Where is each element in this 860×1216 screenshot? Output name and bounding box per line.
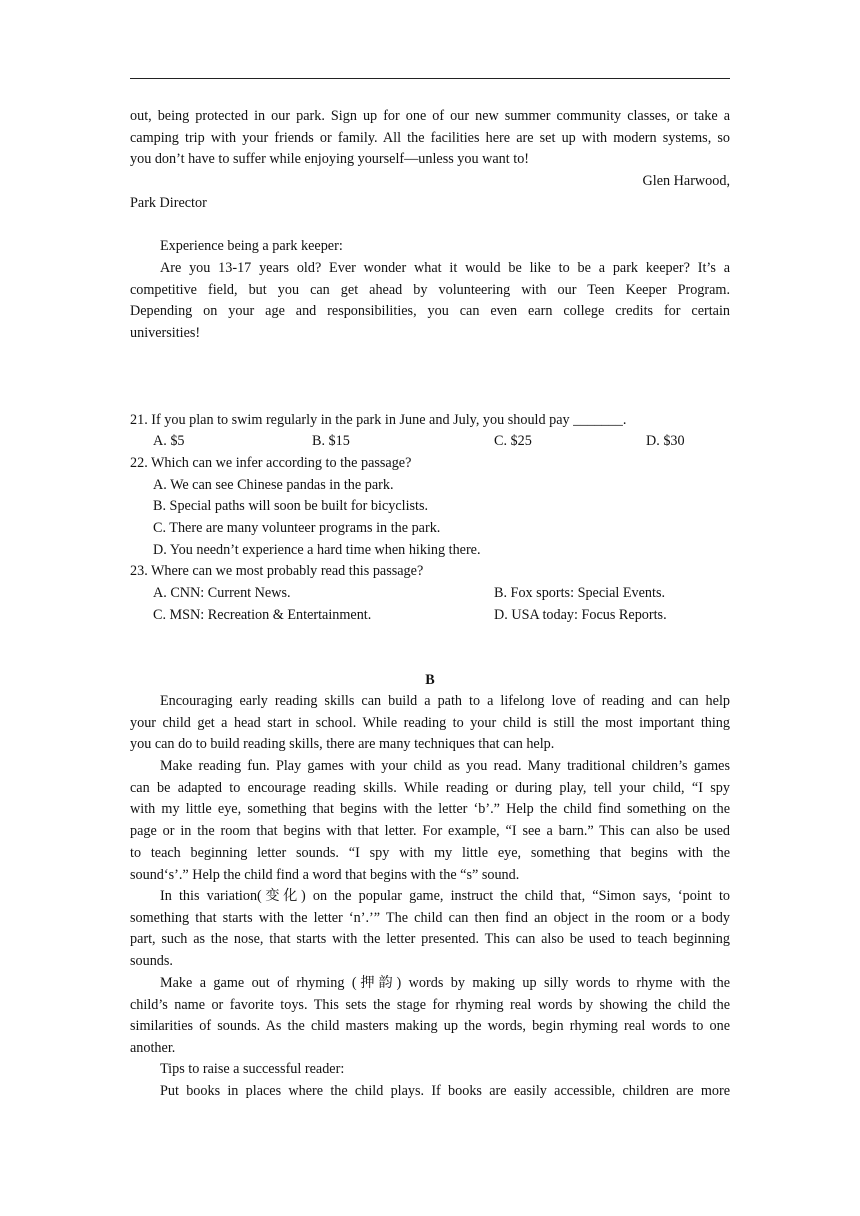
passage-b-paragraph-4 xyxy=(130,973,730,1060)
passage-b-paragraph-1 xyxy=(130,691,730,756)
passage-a-intro xyxy=(130,106,730,171)
text-line: your child get a head start in school. While reading to your child is still the most important thing xyxy=(130,714,730,731)
question-22-option-d: D. You needn’t experience a hard time when hiking there. xyxy=(153,542,481,558)
question-21-option-b: B. $15 xyxy=(312,433,350,449)
text-line: competitive field, but you can get ahead by volunteering with our Teen Keeper Program. xyxy=(130,281,730,298)
question-23-option-c: C. MSN: Recreation & Entertainment. xyxy=(153,607,372,623)
question-22-stem: 22. Which can we infer according to the passage? xyxy=(130,455,412,471)
question-22-option-b: B. Special paths will soon be built for bicyclists. xyxy=(153,498,429,514)
signature-name: Glen Harwood, xyxy=(642,173,730,189)
keeper-paragraph xyxy=(130,258,730,345)
text-line: you can do to build reading skills, there are many techniques that can help. xyxy=(130,736,555,753)
text-line: with my little eye, something that begins with the letter ‘b’.” Help the child find something on the xyxy=(130,801,730,818)
text-line: Are you 13-17 years old? Ever wonder what it would be like to be a park keeper? It’s a xyxy=(160,260,730,276)
header-rule xyxy=(130,78,730,79)
text-line: can be adapted to encourage reading skills. While reading or during play, tell your child, “I spy xyxy=(130,779,730,796)
text-line: sounds. xyxy=(130,953,173,970)
text-line: something that starts with the letter ‘n’.’” The child can then find an object in the room or a body xyxy=(130,909,730,926)
question-21-option-a: A. $5 xyxy=(153,433,185,449)
passage-b-paragraph-2 xyxy=(130,756,730,886)
question-21-stem: 21. If you plan to swim regularly in the park in June and July, you should pay _______. xyxy=(130,412,627,428)
text-line: page or in the room that begins with that letter. For example, “I see a barn.” This can also be used xyxy=(130,823,730,840)
question-22-option-a: A. We can see Chinese pandas in the park. xyxy=(153,477,394,493)
passage-b-title: B xyxy=(425,672,435,688)
text-line: universities! xyxy=(130,325,201,342)
text-line: Depending on your age and responsibilities, you can even earn college credits for certain xyxy=(130,303,730,320)
text-line: child’s name or favorite toys. This sets the stage for rhyming real words by showing the child the xyxy=(130,996,730,1013)
signature-title: Park Director xyxy=(130,195,207,211)
question-23-option-b: B. Fox sports: Special Events. xyxy=(494,585,666,601)
text-line: to teach beginning letter sounds. “I spy with my little eye, something that begins with the xyxy=(130,844,730,861)
text-line: Encouraging early reading skills can build a path to a lifelong love of reading and can help xyxy=(160,693,730,709)
tips-heading: Tips to raise a successful reader: xyxy=(160,1061,345,1077)
keeper-heading: Experience being a park keeper: xyxy=(160,238,343,254)
text-line: camping trip with your friends or family. All the facilities here are set up with modern systems, so xyxy=(130,129,730,146)
question-22-option-c: C. There are many volunteer programs in the park. xyxy=(153,520,441,536)
text-line: part, such as the nose, that starts with the letter presented. This can also be used to teach beginning xyxy=(130,931,730,948)
question-21-option-d: D. $30 xyxy=(646,433,685,449)
text-line: Make a game out of rhyming (押韵) words by making up silly words to rhyme with the xyxy=(160,975,730,991)
passage-b-paragraph-6 xyxy=(130,1081,730,1103)
text-line: you don’t have to suffer while enjoying yourself—unless you want to! xyxy=(130,151,530,168)
text-line: similarities of sounds. As the child masters making up the words, begin rhyming real words to one xyxy=(130,1018,730,1035)
question-23-stem: 23. Where can we most probably read this passage? xyxy=(130,563,424,579)
text-line: sound‘s’.” Help the child find a word that begins with the “s” sound. xyxy=(130,866,520,883)
question-23-option-d: D. USA today: Focus Reports. xyxy=(494,607,667,623)
text-line: another. xyxy=(130,1040,176,1057)
text-line: Put books in places where the child plays. If books are easily accessible, children are more xyxy=(160,1083,730,1099)
text-line: Make reading fun. Play games with your child as you read. Many traditional children’s games xyxy=(160,758,730,774)
question-23-option-a: A. CNN: Current News. xyxy=(153,585,291,601)
text-line: In this variation(变化) on the popular game, instruct the child that, “Simon says, ‘point to xyxy=(160,888,730,904)
question-21-option-c: C. $25 xyxy=(494,433,532,449)
passage-b-paragraph-3 xyxy=(130,886,730,973)
text-line: out, being protected in our park. Sign up for one of our new summer community classes, or take a xyxy=(130,108,730,124)
